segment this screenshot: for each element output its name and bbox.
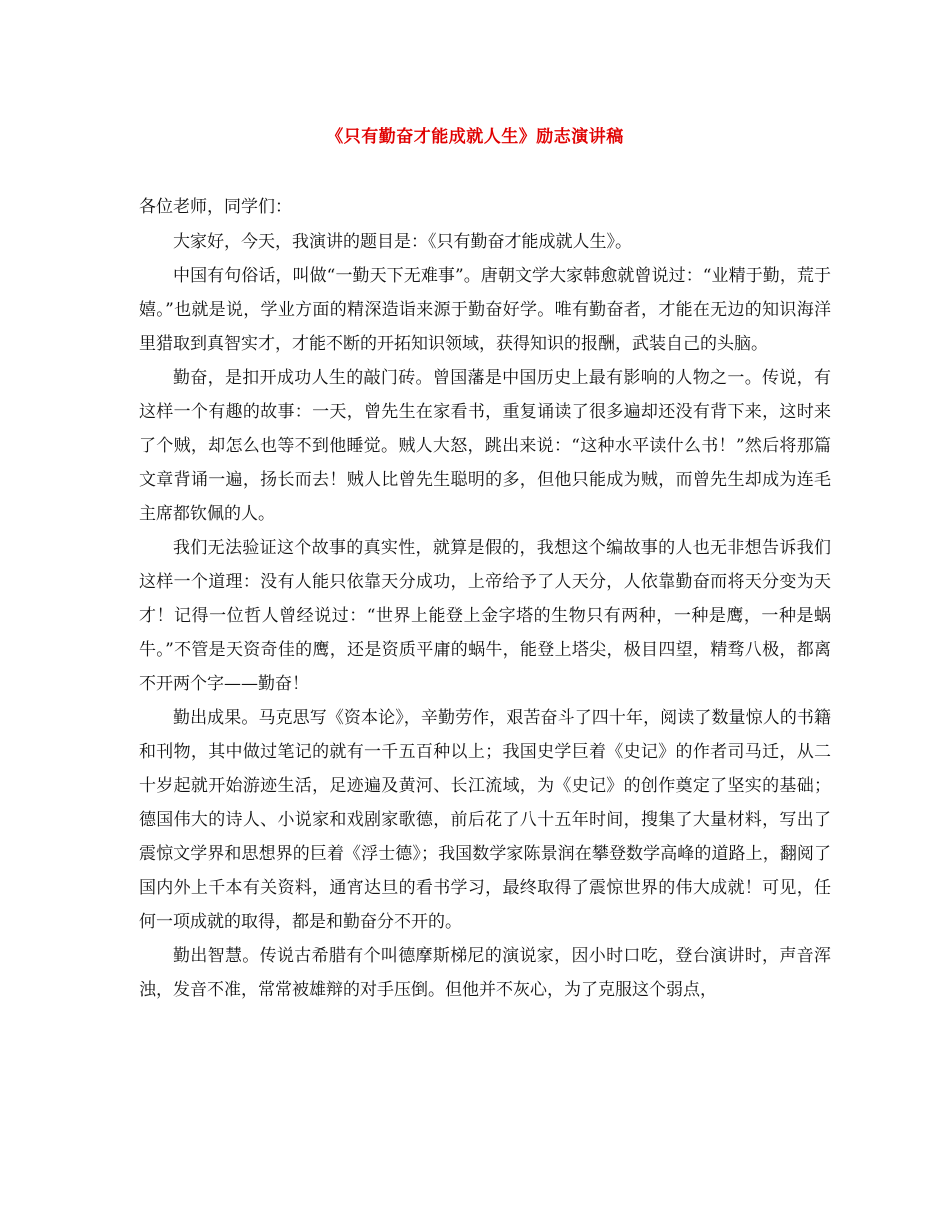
paragraph-wisdom: 勤出智慧。传说古希腊有个叫德摩斯梯尼的演说家，因小时口吃，登台演讲时，声音浑浊，发音不准，常常被雄辩的对手压倒。但他并不灰心，为了克服这个弱点， [139,946,831,1000]
paragraph-proverb: 中国有句俗话，叫做“一勤天下无难事”。唐朝文学大家韩愈就曾说过：“业精于勤，荒于嬉。”也就是说，学业方面的精深造诣来源于勤奋好学。唯有勤奋者，才能在无边的知识海洋里猎取到真智实才，才能不断的开拓知识领域，获得知识的报酬，武装自己的头脑。 [139,266,831,354]
paragraph-intro: 大家好，今天，我演讲的题目是：《只有勤奋才能成就人生》。 [173,232,632,252]
salutation: 各位老师，同学们： [139,197,292,217]
document-body [139,193,831,1007]
paragraph-achievements: 勤出成果。马克思写《资本论》，辛勤劳作，艰苦奋斗了四十年，阅读了数量惊人的书籍和刊物，其中做过笔记的就有一千五百种以上；我国史学巨着《史记》的作者司马迁，从二十岁起就开始游迹生活，足迹遍及黄河、长江流域，为《史记》的创作奠定了坚实的基础；德国伟大的诗人、小说家和戏剧家歌德，前后花了八十五年时间，搜集了大量材料，写出了震惊文学界和思想界的巨着《浮士德》；我国数学家陈景润在攀登数学高峰的道路上，翻阅了国内外上千本有关资料，通宵达旦的看书学习，最终取得了震惊世界的伟大成就！可见，任何一项成就的取得，都是和勤奋分不开的。 [139,708,831,932]
paragraph-talent: 我们无法验证这个故事的真实性，就算是假的，我想这个编故事的人也无非想告诉我们这样一个道理：没有人能只依靠天分成功，上帝给予了人天分，人依靠勤奋而将天分变为天才！记得一位哲人曾经说过：“世界上能登上金字塔的生物只有两种，一种是鹰，一种是蜗牛。”不管是天资奇佳的鹰，还是资质平庸的蜗牛，能登上塔尖，极目四望，精骛八极，都离不开两个字——勤奋！ [139,538,831,694]
paragraph-zeng-guofan: 勤奋，是扣开成功人生的敲门砖。曾国藩是中国历史上最有影响的人物之一。传说，有这样一个有趣的故事：一天，曾先生在家看书，重复诵读了很多遍却还没有背下来，这时来了个贼，却怎么也等不到他睡觉。贼人大怒，跳出来说：“这种水平读什么书！”然后将那篇文章背诵一遍，扬长而去！贼人比曾先生聪明的多，但他只能成为贼，而曾先生却成为连毛主席都钦佩的人。 [139,368,831,524]
document-title: 《只有勤奋才能成就人生》励志演讲稿 [326,127,624,147]
